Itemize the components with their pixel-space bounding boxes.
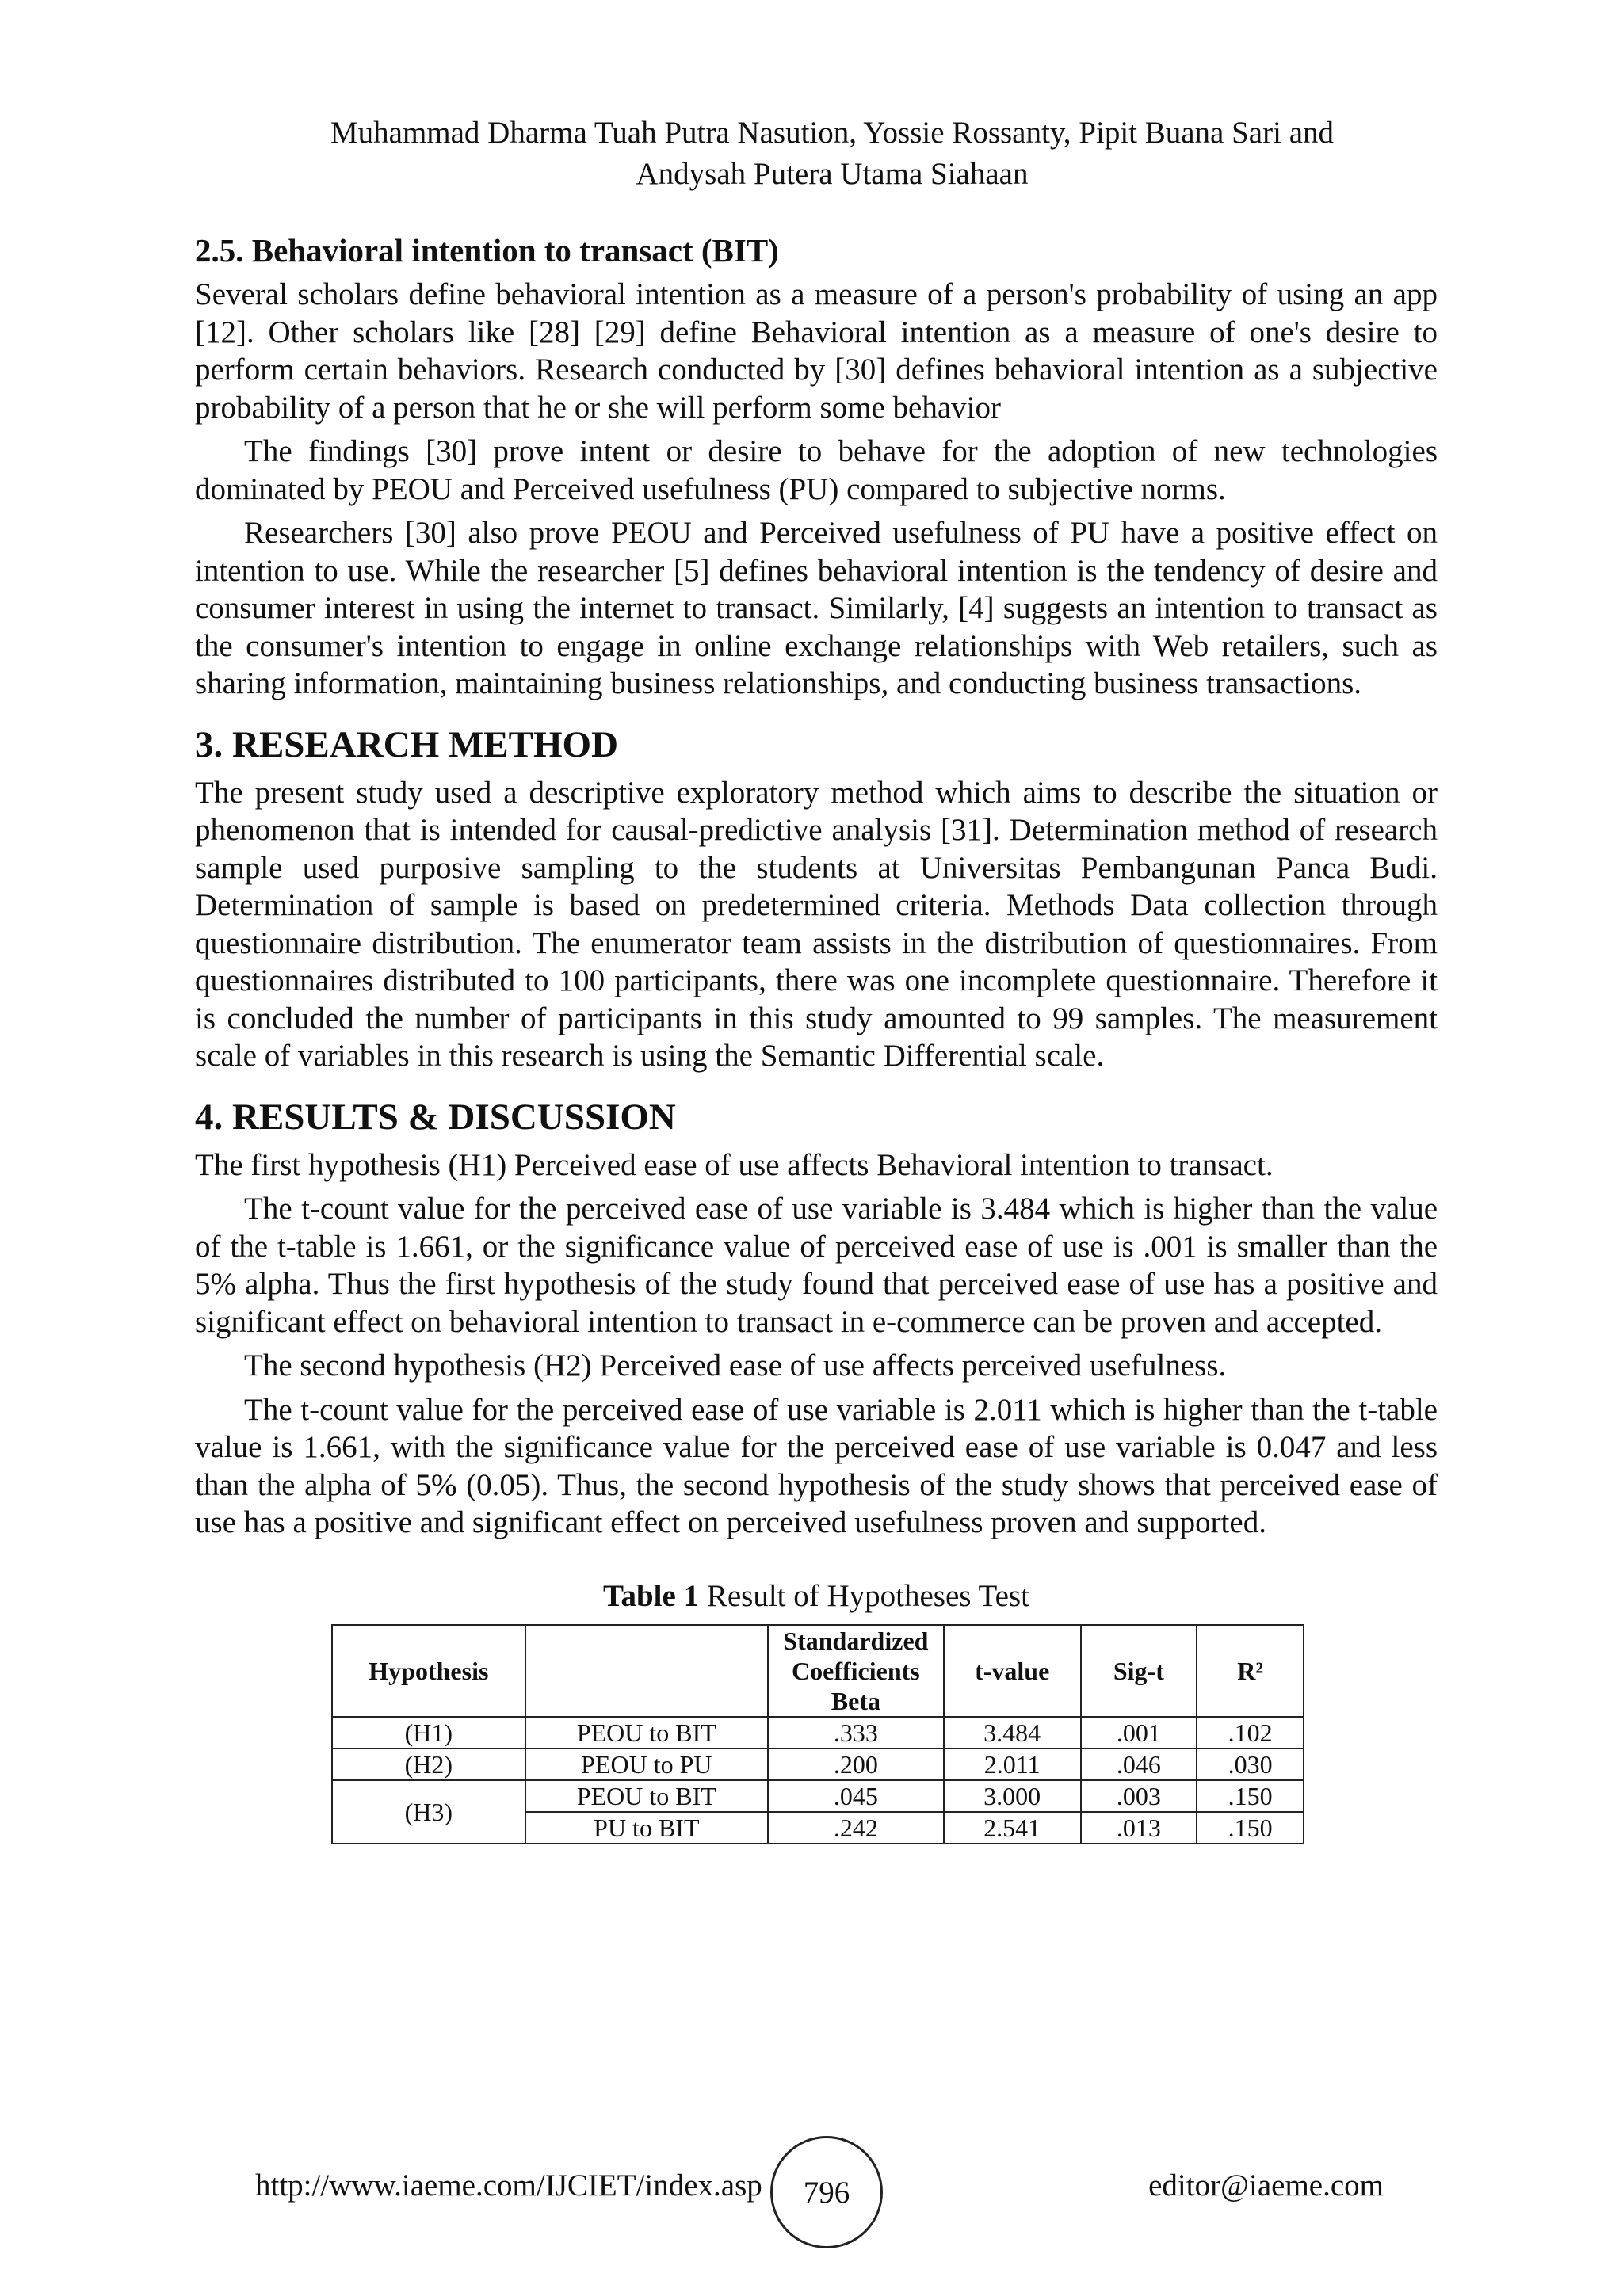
header-beta-line1: Standardized xyxy=(783,1626,929,1655)
table-row xyxy=(332,1780,1304,1812)
cell-r2: .030 xyxy=(1197,1749,1304,1780)
header-sig-t: Sig-t xyxy=(1081,1625,1197,1717)
table-caption xyxy=(195,1577,1438,1616)
cell-beta: .242 xyxy=(768,1812,944,1844)
hypotheses-table xyxy=(331,1624,1304,1844)
cell-beta: .200 xyxy=(768,1749,944,1780)
header-path xyxy=(525,1625,768,1717)
table-header-row xyxy=(332,1625,1304,1717)
cell-r2: .150 xyxy=(1197,1780,1304,1812)
section-3-heading: 3. RESEARCH METHOD xyxy=(195,723,619,765)
cell-sig: .013 xyxy=(1081,1812,1197,1844)
paragraph: The t-count value for the perceived ease of use variable is 3.484 which is higher than the value of the t-table is 1.661, or the significance value of perceived ease of use is .001 is smaller than the 5% alpha. Thus the first hypothesis of the study found that perceived ease of use has a positive and significant effect on behavioral intention to transact in e-commerce can be proven and accepted. xyxy=(195,1192,1438,1339)
cell-hypothesis: (H1) xyxy=(332,1717,525,1749)
cell-sig: .003 xyxy=(1081,1780,1197,1812)
cell-r2: .102 xyxy=(1197,1717,1304,1749)
header-beta-line2: Coefficients xyxy=(792,1656,920,1685)
cell-r2: .150 xyxy=(1197,1812,1304,1844)
table-row xyxy=(332,1749,1304,1780)
footer-url-link[interactable]: http://www.iaeme.com/IJCIET/index.asp xyxy=(255,2168,762,2203)
paragraph: The t-count value for the perceived ease of use variable is 2.011 which is higher than the t-table value is 1.661, with the significance value for the perceived ease of use variable is 0.047 and less than the alpha of 5% (0.05). Thus, the second hypothesis of the study shows that perceived ease of use has a positive and significant effect on perceived usefulness proven and supported. xyxy=(195,1392,1438,1539)
cell-t: 3.484 xyxy=(944,1717,1081,1749)
header-authors-line2: Andysah Putera Utama Siahaan xyxy=(636,157,1029,191)
page-number: 796 xyxy=(803,2175,850,2210)
cell-path: PEOU to BIT xyxy=(525,1780,768,1812)
cell-hypothesis: (H2) xyxy=(332,1749,525,1780)
cell-beta: .045 xyxy=(768,1780,944,1812)
paragraph: Several scholars define behavioral intention as a measure of a person's probability of using an app [12]. Other scholars like [28] [29] define Behavioral intention as a measure of one's desire to perform certain behaviors. Research conducted by [30] defines behavioral intention as a subjective probability of a person that he or she will perform some behavior xyxy=(195,277,1438,425)
running-header xyxy=(198,113,1466,195)
cell-sig: .001 xyxy=(1081,1717,1197,1749)
page-footer xyxy=(0,2136,1623,2255)
cell-t: 2.011 xyxy=(944,1749,1081,1780)
header-beta xyxy=(768,1625,944,1717)
cell-sig: .046 xyxy=(1081,1749,1197,1780)
section-4-heading: 4. RESULTS & DISCUSSION xyxy=(195,1096,676,1138)
paragraph: The second hypothesis (H2) Perceived ease of use affects perceived usefulness. xyxy=(244,1348,1227,1383)
paragraph: Researchers [30] also prove PEOU and Perceived usefulness of PU have a positive effect on intention to use. While the researcher [5] defines behavioral intention is the tendency of desire and consumer interest in using the internet to transact. Similarly, [4] suggests an intention to transact as the consumer's intention to engage in online exchange relationships with Web retailers, such as sharing information, maintaining business relationships, and conducting business transactions. xyxy=(195,516,1438,700)
cell-t: 3.000 xyxy=(944,1780,1081,1812)
header-t-value: t-value xyxy=(944,1625,1081,1717)
section-2-5-heading: 2.5. Behavioral intention to transact (BIT) xyxy=(195,232,779,269)
footer-email-link[interactable]: editor@iaeme.com xyxy=(1148,2168,1384,2203)
cell-path: PU to BIT xyxy=(525,1812,768,1844)
cell-beta: .333 xyxy=(768,1717,944,1749)
table-caption-text: Result of Hypotheses Test xyxy=(699,1578,1029,1613)
cell-path: PEOU to BIT xyxy=(525,1717,768,1749)
cell-path: PEOU to PU xyxy=(525,1749,768,1780)
table-caption-label: Table 1 xyxy=(603,1578,700,1613)
paragraph: The present study used a descriptive exploratory method which aims to describe the situation or phenomenon that is intended for causal-predictive analysis [31]. Determination method of research sample used purposive sampling to the students at Universitas Pembangunan Panca Budi. Determination of sample is based on predetermined criteria. Methods Data collection through questionnaire distribution. The enumerator team assists in the distribution of questionnaires. From questionnaires distributed to 100 participants, there was one incomplete questionnaire. Therefore it is concluded the number of participants in this study amounted to 99 samples. The measurement scale of variables in this research is using the Semantic Differential scale. xyxy=(195,775,1438,1073)
paragraph: The first hypothesis (H1) Perceived ease of use affects Behavioral intention to transact. xyxy=(195,1147,1274,1182)
header-beta-line3: Beta xyxy=(831,1686,880,1715)
cell-hypothesis: (H3) xyxy=(332,1780,525,1844)
header-hypothesis: Hypothesis xyxy=(332,1625,525,1717)
body-content xyxy=(195,230,1438,1844)
cell-t: 2.541 xyxy=(944,1812,1081,1844)
header-r2: R² xyxy=(1197,1625,1304,1717)
header-authors-line1: Muhammad Dharma Tuah Putra Nasution, Yossie Rossanty, Pipit Buana Sari and xyxy=(330,116,1335,150)
table-row xyxy=(332,1717,1304,1749)
paragraph: The findings [30] prove intent or desire to behave for the adoption of new technologies dominated by PEOU and Perceived usefulness (PU) compared to subjective norms. xyxy=(195,434,1438,506)
page-number-badge xyxy=(770,2136,883,2248)
